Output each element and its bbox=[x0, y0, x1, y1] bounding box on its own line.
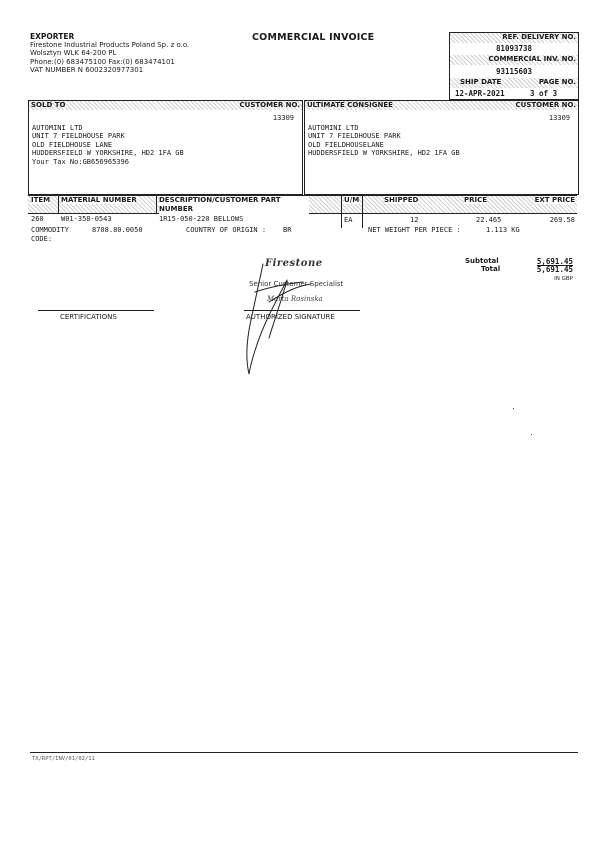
exporter-line: Wolsztyn WLK 64-200 PL bbox=[30, 49, 117, 58]
ship-date-row bbox=[450, 78, 578, 88]
sold-to-customer-label: CUSTOMER NO. bbox=[239, 101, 300, 109]
certifications-line bbox=[38, 310, 154, 311]
cell-ext-price: 269.58 bbox=[549, 216, 575, 224]
stamp-title: Senior Customer Specialist bbox=[249, 280, 344, 288]
certifications-label: CERTIFICATIONS bbox=[60, 313, 117, 321]
commercial-inv-value: 93115603 bbox=[495, 67, 533, 76]
exporter-line: VAT NUMBER N 6002320977301 bbox=[30, 66, 144, 75]
consignee-label: ULTIMATE CONSIGNEE bbox=[307, 101, 393, 109]
address-line: HUDDERSFIELD W YORKSHIRE, HD2 1FA GB bbox=[308, 149, 460, 158]
ship-date-value: 12-APR-2021 bbox=[455, 89, 505, 98]
address-line: AUTOMINI LTD bbox=[308, 124, 359, 132]
address-line: UNIT 7 FIELDHOUSE PARK bbox=[32, 132, 125, 141]
footer-code: TX/RPT/INV/01/02/11 bbox=[32, 756, 95, 762]
cell-price: 22.465 bbox=[476, 216, 502, 224]
total-value: 5,691.45 bbox=[536, 265, 573, 274]
col-um: U/M bbox=[344, 196, 360, 204]
totals-block bbox=[455, 257, 573, 287]
page-no-label: PAGE NO. bbox=[538, 78, 576, 86]
ship-date-label: SHIP DATE bbox=[460, 78, 502, 86]
col-price: PRICE bbox=[464, 196, 488, 204]
currency-note: IN GBP bbox=[554, 276, 573, 282]
consignee-box bbox=[304, 100, 579, 195]
stamp-name: Marta Rosinska bbox=[267, 295, 323, 303]
scan-mark bbox=[513, 408, 514, 409]
address-line: UNIT 7 FIELDHOUSE PARK bbox=[308, 132, 401, 141]
scan-mark bbox=[531, 434, 532, 435]
sold-to-customer-no: 13309 bbox=[272, 114, 294, 122]
sold-to-label: SOLD TO bbox=[31, 101, 66, 109]
address-line: OLD FIELDHOUSE LANE bbox=[32, 140, 113, 149]
exporter-heading: EXPORTER bbox=[30, 32, 75, 41]
cell-shipped: 12 bbox=[410, 216, 419, 224]
ref-delivery-value: 81093738 bbox=[495, 44, 533, 53]
net-weight-label: NET WEIGHT PER PIECE : bbox=[368, 226, 461, 234]
consignee-customer-label: CUSTOMER NO. bbox=[515, 101, 576, 109]
commodity-value: 8708.80.0050 bbox=[92, 226, 143, 234]
origin-label: COUNTRY OF ORIGIN : bbox=[186, 226, 267, 234]
subtotal-label: Subtotal bbox=[465, 257, 499, 265]
exporter-line: Phone:(0) 683475100 Fax:(0) 683474101 bbox=[30, 57, 175, 66]
cell-um: EA bbox=[344, 216, 353, 224]
ref-delivery-label: REF. DELIVERY NO. bbox=[450, 33, 578, 43]
sold-to-address bbox=[32, 124, 184, 166]
table-row bbox=[28, 214, 577, 246]
cell-description: 1R15-050-220 BELLOWS bbox=[159, 215, 244, 223]
address-line: OLD FIELDHOUSELANE bbox=[308, 140, 384, 149]
col-ext-price: EXT PRICE bbox=[534, 196, 575, 204]
authorized-signature-label: AUTHORIZED SIGNATURE bbox=[246, 313, 335, 321]
authorized-signature-line bbox=[244, 310, 360, 311]
col-material: MATERIAL NUMBER bbox=[61, 196, 137, 204]
reference-box bbox=[449, 32, 579, 100]
net-weight-value: 1.113 KG bbox=[486, 226, 520, 234]
document-title: COMMERCIAL INVOICE bbox=[252, 32, 375, 43]
sold-to-header bbox=[29, 101, 302, 110]
cell-material: W01-358-0543 bbox=[61, 215, 112, 223]
total-label: Total bbox=[481, 265, 501, 273]
cell-item: 260 bbox=[31, 215, 44, 223]
address-line: AUTOMINI LTD bbox=[32, 124, 83, 132]
col-shipped: SHIPPED bbox=[384, 196, 419, 204]
col-item: ITEM bbox=[31, 196, 51, 204]
consignee-customer-no: 13309 bbox=[548, 114, 570, 122]
line-items-header bbox=[28, 195, 577, 213]
commercial-inv-label: COMMERCIAL INV. NO. bbox=[450, 55, 578, 65]
stamp-brand-logo: Firestone bbox=[265, 258, 323, 269]
sold-to-box bbox=[28, 100, 303, 195]
subtotal-value: 5,691.45 bbox=[536, 257, 573, 266]
address-line: HUDDERSFIELD W YORKSHIRE, HD2 1FA GB bbox=[32, 149, 184, 158]
consignee-address bbox=[308, 124, 460, 158]
handwritten-signature bbox=[225, 262, 335, 382]
commodity-code-label: CODE: bbox=[31, 235, 53, 243]
col-description: DESCRIPTION/CUSTOMER PART NUMBER bbox=[159, 196, 309, 214]
page-no-value: 3 of 3 bbox=[530, 89, 558, 98]
footer-rule bbox=[30, 752, 578, 753]
exporter-line: Firestone Industrial Products Poland Sp. z o.o. bbox=[30, 41, 190, 49]
commodity-label: COMMODITY bbox=[31, 226, 69, 234]
tax-number-line: Your Tax No:GB656965396 bbox=[32, 157, 129, 166]
origin-value: BR bbox=[283, 226, 292, 234]
consignee-header bbox=[305, 101, 578, 110]
exporter-block bbox=[30, 32, 245, 75]
